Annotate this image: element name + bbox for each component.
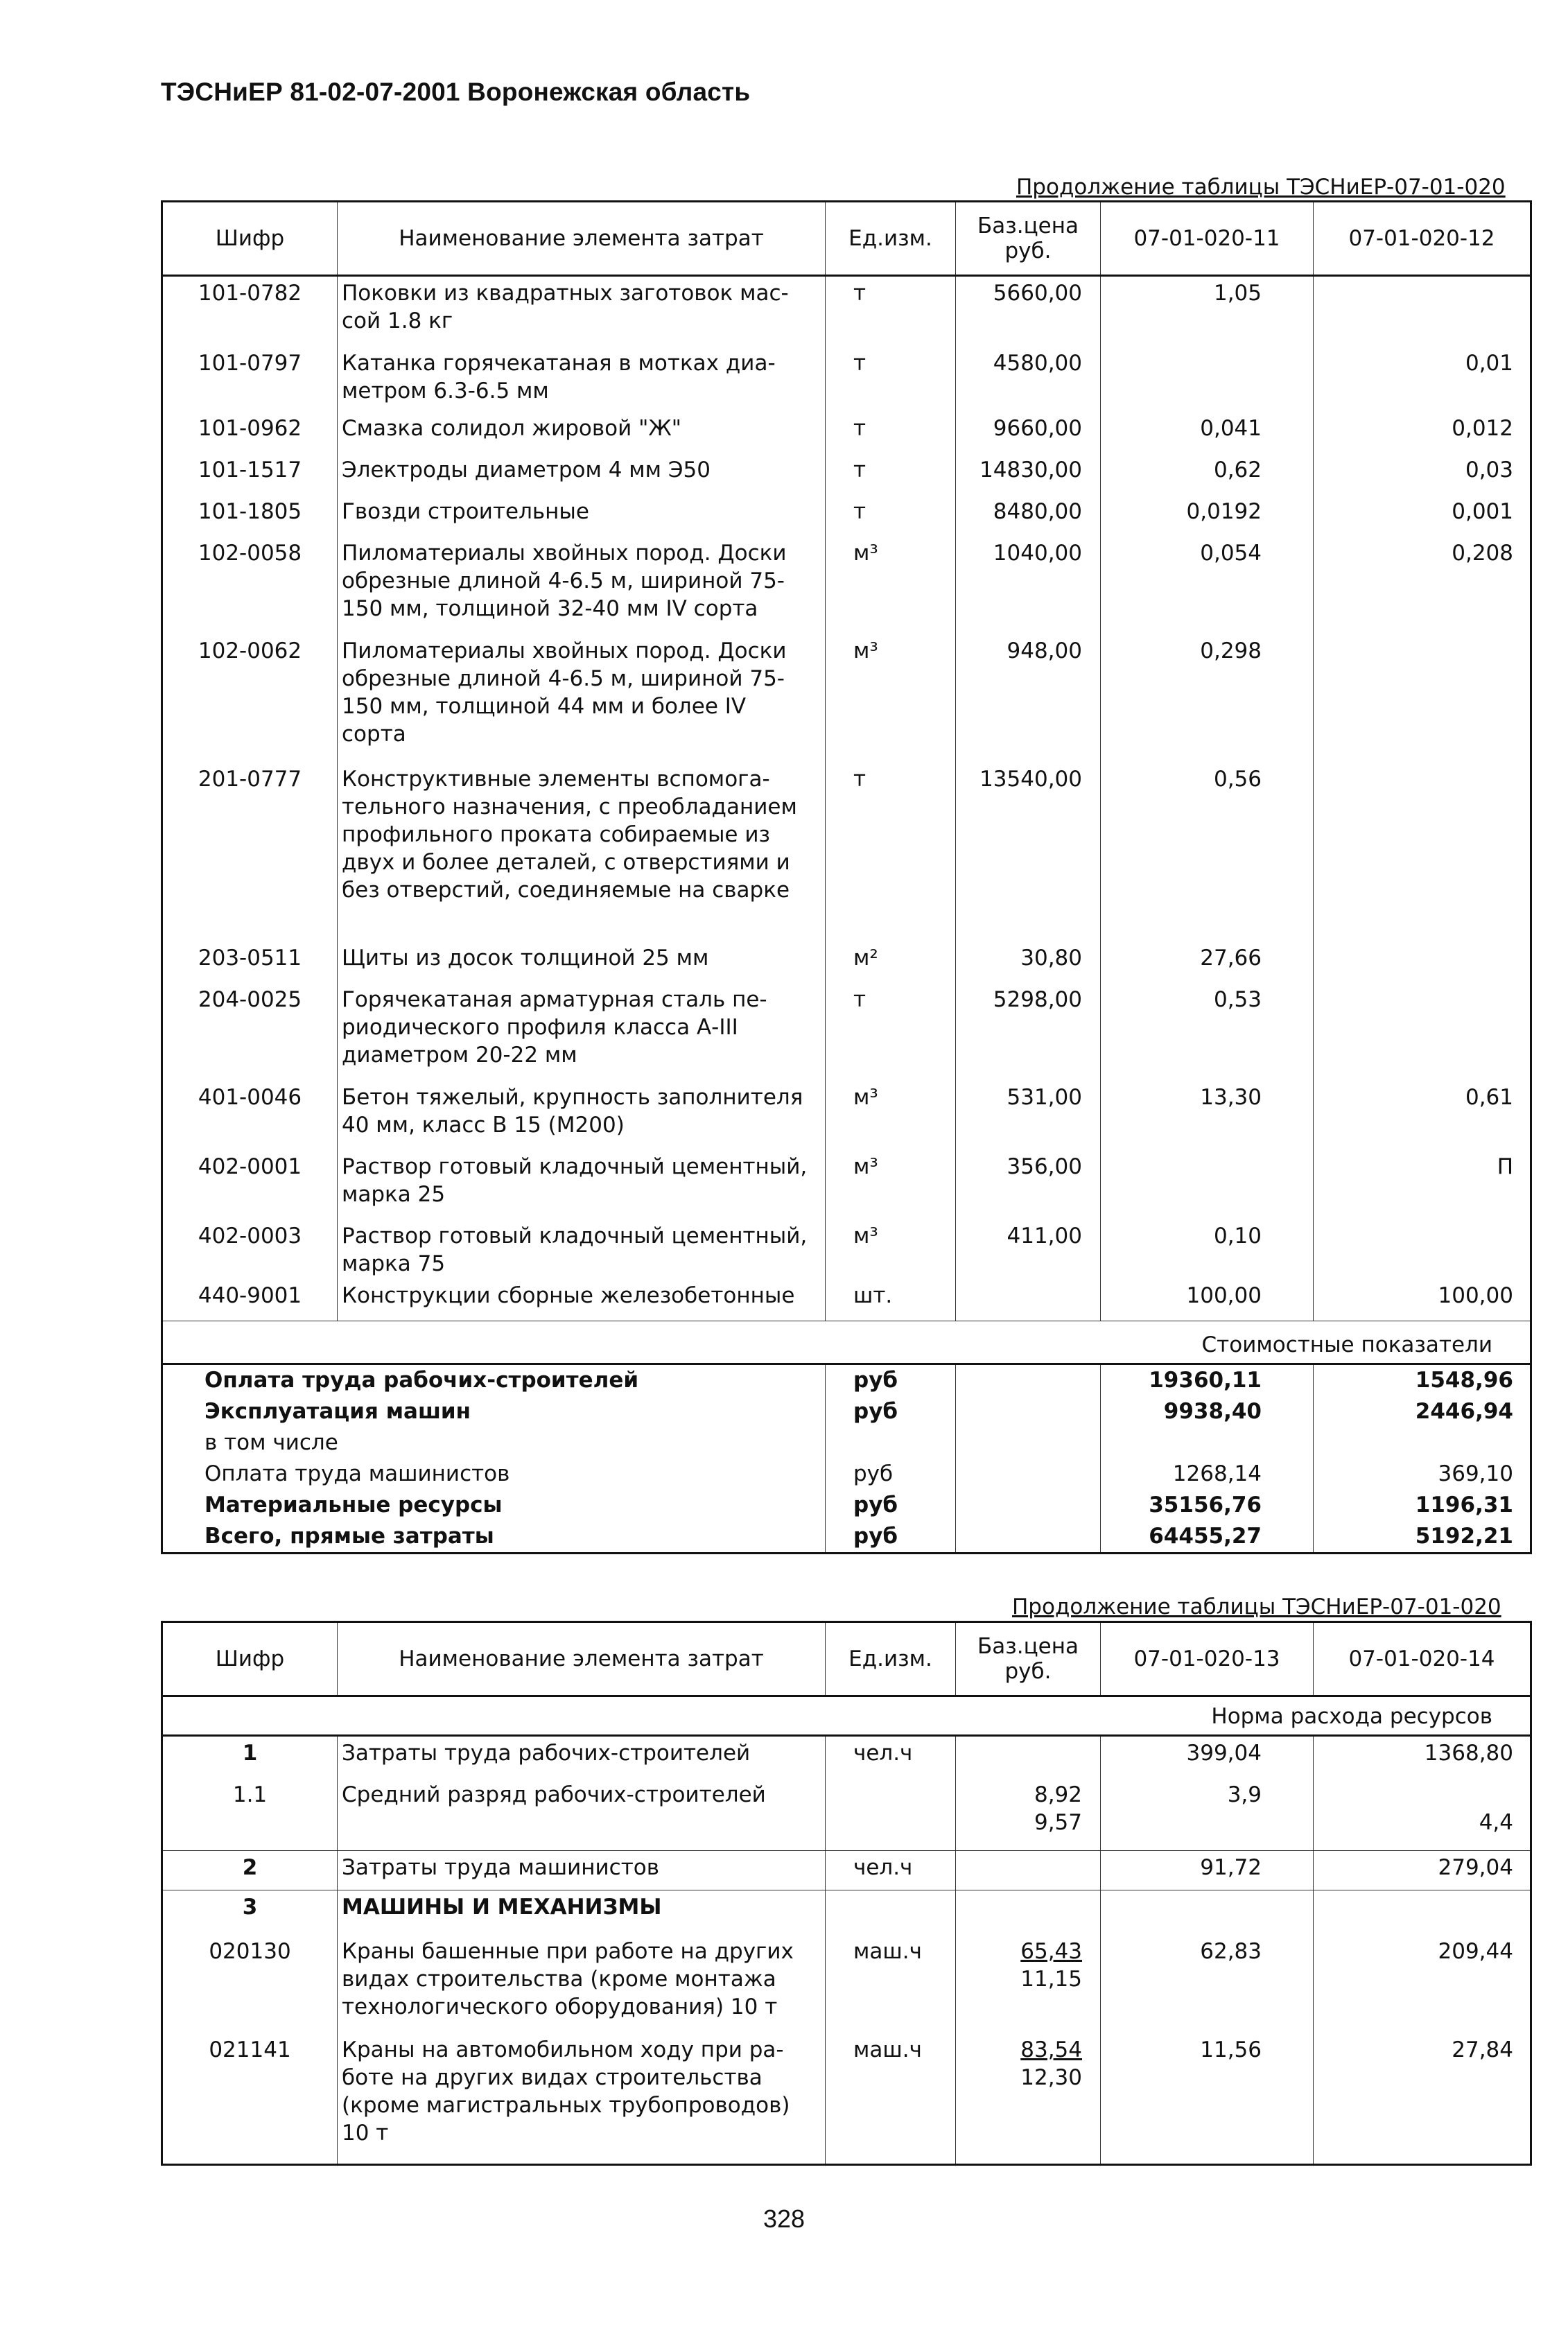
row-code: 101-1517 xyxy=(163,453,338,495)
header-code: Шифр xyxy=(163,1623,338,1695)
row-unit: маш.ч xyxy=(826,1935,956,2033)
table-row xyxy=(163,1279,1530,1321)
header-unit: Ед.изм. xyxy=(826,202,956,275)
summary-empty xyxy=(956,1396,1101,1427)
row-name: Поковки из квадратных заготовок мас- сой 1.8 кг xyxy=(338,277,826,347)
row-code: 102-0058 xyxy=(163,537,338,634)
row-value-13: 91,72 xyxy=(1101,1851,1314,1890)
row-code: 1 xyxy=(163,1737,338,1778)
row-price-labor: 11,15 xyxy=(1020,1967,1082,1992)
row-code: 101-0962 xyxy=(163,412,338,453)
row-value-12: 0,03 xyxy=(1465,458,1513,482)
row-unit xyxy=(826,1778,956,1850)
row-price: 5298,00 xyxy=(956,983,1101,1081)
section-label-norm: Норма расхода ресурсов xyxy=(1211,1704,1492,1729)
table2-header xyxy=(163,1623,1530,1697)
table-row xyxy=(163,763,1530,941)
row-unit: чел.ч xyxy=(826,1851,956,1890)
row-value-12: 0,61 xyxy=(1465,1085,1513,1110)
summary-unit: руб xyxy=(826,1365,956,1396)
row-name: Раствор готовый кладочный цементный, марка 75 xyxy=(338,1219,826,1279)
table2-section-row xyxy=(163,1697,1530,1734)
header-col-12: 07-01-020-12 xyxy=(1348,226,1495,251)
header-price: Баз.цена руб. xyxy=(956,202,1101,275)
row-price xyxy=(956,1935,1101,2033)
table1-header xyxy=(163,202,1530,277)
row-code: 102-0062 xyxy=(163,634,338,763)
summary-unit xyxy=(826,1427,956,1459)
row-value-12 xyxy=(1314,277,1530,347)
row-name: Пиломатериалы хвойных пород. Доски обрезные длиной 4-6.5 м, шириной 75- 150 мм, толщиной 32-40 мм IV сорта xyxy=(338,537,826,634)
row-price: 531,00 xyxy=(956,1081,1101,1150)
summary-label: Материальные ресурсы xyxy=(163,1490,826,1521)
table-row xyxy=(163,453,1530,495)
row-value-13: 11,56 xyxy=(1101,2033,1314,2164)
row-name: Смазка солидол жировой "Ж" xyxy=(338,412,826,453)
row-price: 30,80 xyxy=(956,941,1101,983)
table-row xyxy=(163,1850,1530,1890)
row-price xyxy=(956,2033,1101,2164)
row-name: Средний разряд рабочих-строителей xyxy=(338,1778,826,1850)
table-row xyxy=(163,1150,1530,1219)
row-price: 948,00 xyxy=(956,634,1101,763)
row-value-11 xyxy=(1101,1150,1314,1219)
summary-label: Эксплуатация машин xyxy=(163,1396,826,1427)
header-price: Баз.цена руб. xyxy=(956,1623,1101,1695)
row-price: 8480,00 xyxy=(956,495,1101,537)
row-code: 204-0025 xyxy=(163,983,338,1081)
row-value-14: 4,4 xyxy=(1479,1810,1513,1835)
summary-empty xyxy=(956,1459,1101,1490)
row-name: Гвозди строительные xyxy=(338,495,826,537)
table1-body xyxy=(163,277,1530,1321)
summary-empty xyxy=(956,1490,1101,1521)
row-value-11: 1,05 xyxy=(1101,277,1314,347)
row-unit: маш.ч xyxy=(826,2033,956,2164)
row-name: Пиломатериалы хвойных пород. Доски обрезные длиной 4-6.5 м, шириной 75- 150 мм, толщиной 44 мм и более IV сорта xyxy=(338,634,826,763)
row-name: Затраты труда машинистов xyxy=(338,1851,826,1890)
row-code: 401-0046 xyxy=(163,1081,338,1150)
summary-row xyxy=(163,1365,1530,1396)
row-value-12 xyxy=(1314,941,1530,983)
summary-value-12: 1548,96 xyxy=(1415,1368,1513,1393)
row-price: 4580,00 xyxy=(956,347,1101,412)
summary-label: Оплата труда машинистов xyxy=(163,1459,826,1490)
row-code: 201-0777 xyxy=(163,763,338,941)
row-unit: т xyxy=(826,495,956,537)
row-value-12 xyxy=(1314,1219,1530,1279)
row-name: Краны башенные при работе на других видах строительства (кроме монтажа технологического оборудования) 10 т xyxy=(338,1935,826,2033)
summary-empty xyxy=(956,1521,1101,1552)
row-name: Щиты из досок толщиной 25 мм xyxy=(338,941,826,983)
row-code: 440-9001 xyxy=(163,1279,338,1321)
table-row xyxy=(163,277,1530,347)
row-price: 1040,00 xyxy=(956,537,1101,634)
row-price xyxy=(956,1279,1101,1321)
row-value-11: 0,56 xyxy=(1101,763,1314,941)
table-row xyxy=(163,634,1530,763)
summary-unit: руб xyxy=(826,1459,956,1490)
header-name: Наименование элемента затрат xyxy=(338,1623,826,1695)
summary-unit: руб xyxy=(826,1490,956,1521)
row-unit: м³ xyxy=(826,1219,956,1279)
row-unit: т xyxy=(826,763,956,941)
row-name: Затраты труда рабочих-строителей xyxy=(338,1737,826,1778)
row-price: 14830,00 xyxy=(956,453,1101,495)
row-value-13: 399,04 xyxy=(1101,1737,1314,1778)
row-price xyxy=(956,1890,1101,1935)
row-value-14 xyxy=(1314,1890,1530,1935)
summary-unit: руб xyxy=(826,1396,956,1427)
row-value-11: 0,62 xyxy=(1101,453,1314,495)
row-code: 402-0003 xyxy=(163,1219,338,1279)
row-name: Конструкции сборные железобетонные xyxy=(338,1279,826,1321)
row-name: Конструктивные элементы вспомога- тельного назначения, с преобладанием профильного проката собираемые из двух и более деталей, с отверстиями и без отверстий, соединяемые на сварке xyxy=(338,763,826,941)
table2-caption: Продолжение таблицы ТЭСНиЕР-07-01-020 xyxy=(1012,1594,1501,1619)
summary-row xyxy=(163,1427,1530,1459)
row-unit: шт. xyxy=(826,1279,956,1321)
summary-value-11: 35156,76 xyxy=(1101,1490,1314,1521)
row-code: 101-0782 xyxy=(163,277,338,347)
summary-row xyxy=(163,1396,1530,1427)
row-name: Бетон тяжелый, крупность заполнителя 40 мм, класс В 15 (М200) xyxy=(338,1081,826,1150)
table-row xyxy=(163,412,1530,453)
table-row xyxy=(163,1081,1530,1150)
table-row xyxy=(163,941,1530,983)
row-value-11: 100,00 xyxy=(1101,1279,1314,1321)
row-unit: чел.ч xyxy=(826,1737,956,1778)
row-code: 020130 xyxy=(163,1935,338,2033)
row-unit: т xyxy=(826,347,956,412)
row-price: 8,92 9,57 xyxy=(956,1778,1101,1850)
row-value-11: 0,041 xyxy=(1101,412,1314,453)
row-price-total: 83,54 xyxy=(1020,2037,1082,2062)
section-label-cost: Стоимостные показатели xyxy=(1201,1332,1492,1357)
row-price xyxy=(956,1851,1101,1890)
row-code: 2 xyxy=(163,1851,338,1890)
row-value-14: 1368,80 xyxy=(1424,1741,1513,1766)
row-price: 13540,00 xyxy=(956,763,1101,941)
row-price: 356,00 xyxy=(956,1150,1101,1219)
table-row xyxy=(163,2033,1530,2164)
row-value-12: 100,00 xyxy=(1438,1283,1513,1308)
row-value-12 xyxy=(1314,983,1530,1081)
table-row xyxy=(163,495,1530,537)
row-value-13: 3,9 xyxy=(1101,1778,1314,1850)
summary-empty xyxy=(956,1365,1101,1396)
document-title: ТЭСНиЕР 81-02-07-2001 Воронежская область xyxy=(161,78,751,106)
header-name: Наименование элемента затрат xyxy=(338,202,826,275)
row-value-12: 0,208 xyxy=(1452,541,1513,566)
table2-body xyxy=(163,1734,1530,2164)
summary-empty xyxy=(956,1427,1101,1459)
header-code: Шифр xyxy=(163,202,338,275)
page-number: 328 xyxy=(763,2204,805,2233)
row-value-14: 279,04 xyxy=(1438,1855,1513,1880)
row-code: 1.1 xyxy=(163,1778,338,1850)
row-value-11: 27,66 xyxy=(1101,941,1314,983)
row-value-13 xyxy=(1101,1890,1314,1935)
row-price: 411,00 xyxy=(956,1219,1101,1279)
summary-label: Оплата труда рабочих-строителей xyxy=(163,1365,826,1396)
table-row xyxy=(163,983,1530,1081)
row-name: Горячекатаная арматурная сталь пе- риодического профиля класса А-III диаметром 20-22 мм xyxy=(338,983,826,1081)
row-value-12: П xyxy=(1497,1154,1513,1179)
row-value-14: 209,44 xyxy=(1438,1939,1513,1964)
row-value-11: 0,0192 xyxy=(1101,495,1314,537)
row-name: Краны на автомобильном ходу при ра- боте на других видах строительства (кроме магистральных трубопроводов) 10 т xyxy=(338,2033,826,2164)
row-unit xyxy=(826,1890,956,1935)
row-price-labor: 12,30 xyxy=(1020,2065,1082,2090)
table-row xyxy=(163,1890,1530,1935)
row-code: 021141 xyxy=(163,2033,338,2164)
header-col-13: 07-01-020-13 xyxy=(1101,1623,1314,1695)
row-price-total: 65,43 xyxy=(1020,1939,1082,1964)
row-code: 101-1805 xyxy=(163,495,338,537)
row-unit: м³ xyxy=(826,537,956,634)
row-unit: м³ xyxy=(826,634,956,763)
summary-value-12: 1196,31 xyxy=(1415,1493,1513,1517)
row-unit: т xyxy=(826,412,956,453)
row-code: 203-0511 xyxy=(163,941,338,983)
row-value-11: 0,53 xyxy=(1101,983,1314,1081)
table-row xyxy=(163,537,1530,634)
table-row xyxy=(163,1778,1530,1850)
row-price: 5660,00 xyxy=(956,277,1101,347)
row-price: 9660,00 xyxy=(956,412,1101,453)
header-col-14: 07-01-020-14 xyxy=(1348,1646,1495,1671)
row-code: 3 xyxy=(163,1890,338,1935)
row-value-11: 0,298 xyxy=(1101,634,1314,763)
row-unit: м² xyxy=(826,941,956,983)
summary-value-12 xyxy=(1314,1427,1530,1459)
row-value-13: 62,83 xyxy=(1101,1935,1314,2033)
row-name: Электроды диаметром 4 мм Э50 xyxy=(338,453,826,495)
summary-row xyxy=(163,1490,1530,1521)
table-row xyxy=(163,1935,1530,2033)
row-value-14: 27,84 xyxy=(1452,2037,1513,2062)
summary-label: в том числе xyxy=(163,1427,826,1459)
table2 xyxy=(161,1621,1532,2166)
summary-value-11: 1268,14 xyxy=(1101,1459,1314,1490)
row-value-11: 0,10 xyxy=(1101,1219,1314,1279)
summary-row xyxy=(163,1459,1530,1490)
table1-summary xyxy=(163,1363,1530,1552)
table1 xyxy=(161,200,1532,1554)
row-value-11: 0,054 xyxy=(1101,537,1314,634)
table-row xyxy=(163,1734,1530,1778)
row-unit: т xyxy=(826,453,956,495)
row-code: 402-0001 xyxy=(163,1150,338,1219)
summary-value-11: 19360,11 xyxy=(1101,1365,1314,1396)
row-value-12: 0,012 xyxy=(1452,416,1513,441)
summary-row xyxy=(163,1521,1530,1552)
table-row xyxy=(163,347,1530,412)
summary-unit: руб xyxy=(826,1521,956,1552)
table1-section-row xyxy=(163,1321,1530,1363)
header-col-11: 07-01-020-11 xyxy=(1101,202,1314,275)
row-unit: м³ xyxy=(826,1081,956,1150)
row-unit: т xyxy=(826,277,956,347)
table-row xyxy=(163,1219,1530,1279)
summary-value-12: 2446,94 xyxy=(1415,1399,1513,1424)
summary-value-11: 64455,27 xyxy=(1101,1521,1314,1552)
summary-value-11 xyxy=(1101,1427,1314,1459)
row-value-12: 0,01 xyxy=(1465,351,1513,376)
table1-caption: Продолжение таблицы ТЭСНиЕР-07-01-020 xyxy=(1016,175,1506,200)
row-value-12 xyxy=(1314,763,1530,941)
row-price xyxy=(956,1737,1101,1778)
row-value-11: 13,30 xyxy=(1101,1081,1314,1150)
row-unit: т xyxy=(826,983,956,1081)
row-code: 101-0797 xyxy=(163,347,338,412)
row-value-12: 0,001 xyxy=(1452,499,1513,524)
summary-value-12: 5192,21 xyxy=(1415,1524,1513,1549)
row-unit: м³ xyxy=(826,1150,956,1219)
row-value-12 xyxy=(1314,634,1530,763)
row-name: МАШИНЫ И МЕХАНИЗМЫ xyxy=(338,1890,826,1935)
row-name: Катанка горячекатаная в мотках диа- метром 6.3-6.5 мм xyxy=(338,347,826,412)
summary-value-11: 9938,40 xyxy=(1101,1396,1314,1427)
header-unit: Ед.изм. xyxy=(826,1623,956,1695)
row-name: Раствор готовый кладочный цементный, марка 25 xyxy=(338,1150,826,1219)
row-value-11 xyxy=(1101,347,1314,412)
summary-label: Всего, прямые затраты xyxy=(163,1521,826,1552)
summary-value-12: 369,10 xyxy=(1438,1461,1513,1486)
